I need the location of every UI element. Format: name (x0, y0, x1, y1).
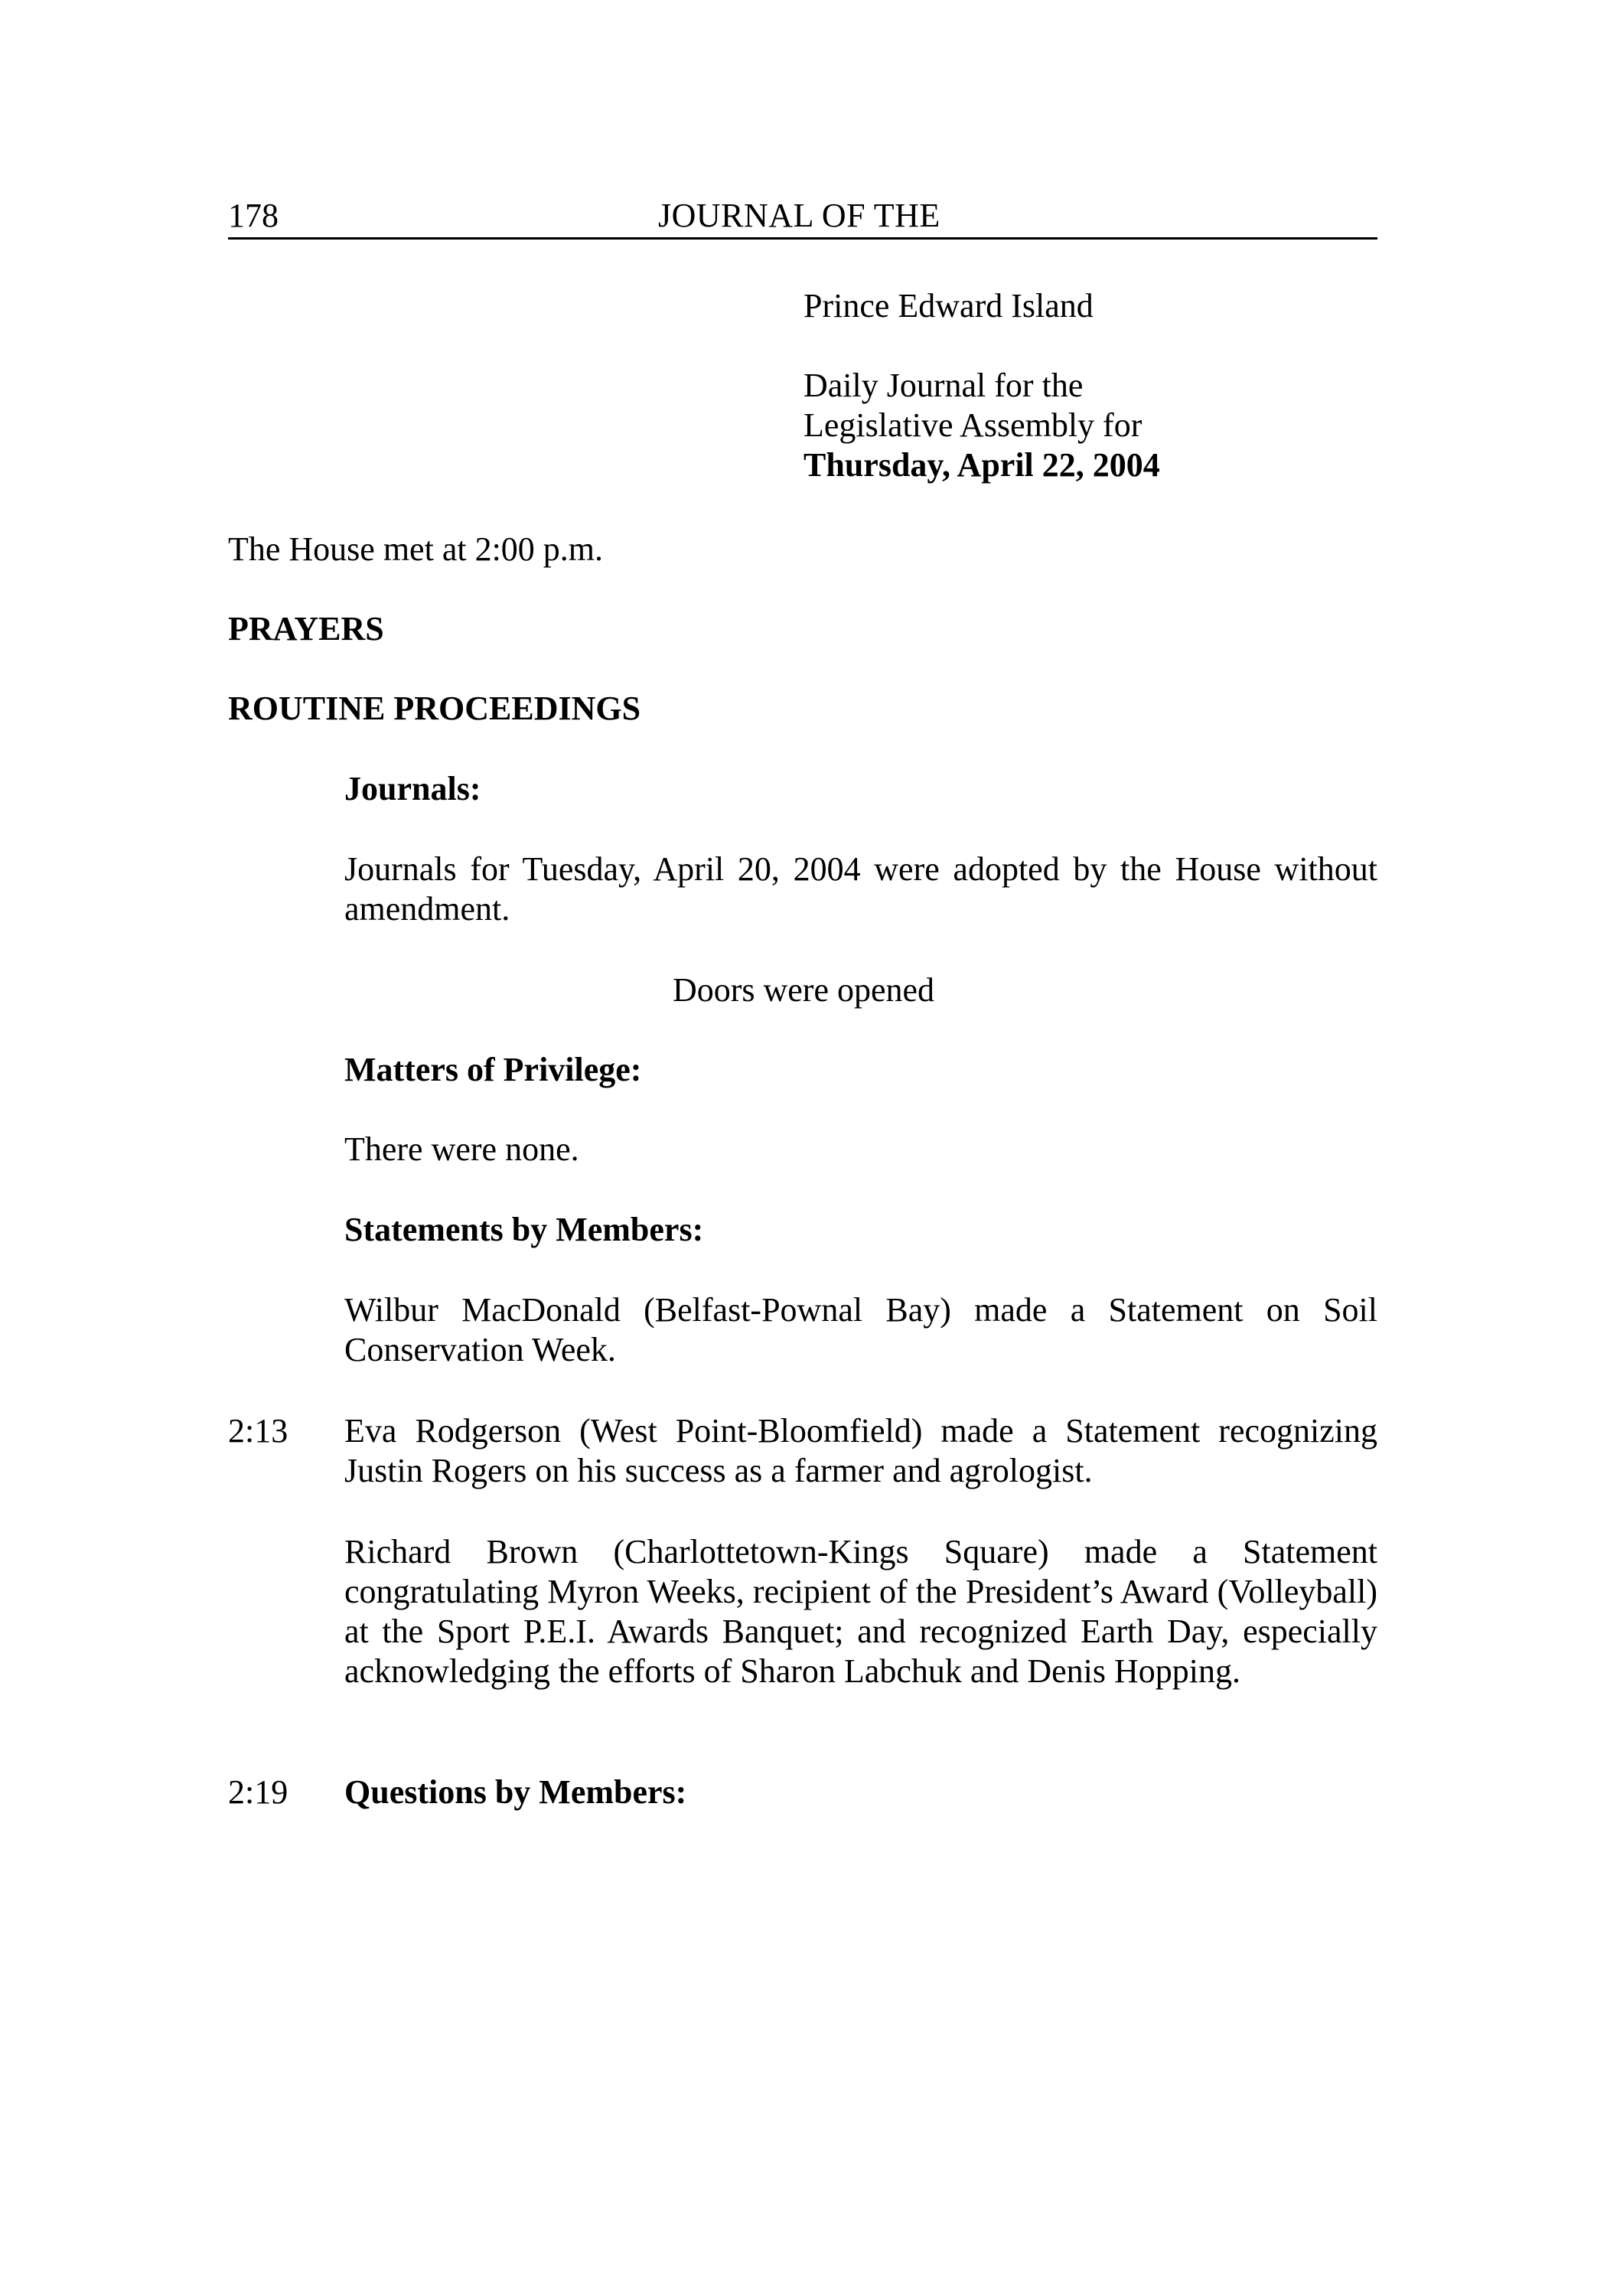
house-met-text: The House met at 2:00 p.m. (228, 530, 604, 568)
prayers-heading: PRAYERS (228, 610, 384, 647)
matters-of-privilege-text: There were none. (344, 1130, 579, 1168)
statement-item: Wilbur MacDonald (Belfast-Pownal Bay) made a Statement on Soil Conservation Week. (344, 1291, 1377, 1368)
statements-heading: Statements by Members: (344, 1211, 704, 1248)
questions-heading: Questions by Members: (344, 1773, 687, 1811)
journals-text: Journals for Tuesday, April 20, 2004 were adopted by the House without amendment. (344, 850, 1377, 928)
matters-of-privilege-heading: Matters of Privilege: (344, 1051, 642, 1088)
questions-time: 2:19 (228, 1773, 288, 1811)
statement-item: Richard Brown (Charlottetown-Kings Square) made a Statement congratulating Myron Weeks, recipient of the President’s Award (Volleyball) at the Sport P.E.I. Awards Banquet; and recognized Earth Day, especially acknowledging the efforts of Sharon Labchuk and Denis Hopping. (344, 1533, 1377, 1690)
province-name: Prince Edward Island (804, 287, 1094, 325)
journals-heading: Journals: (344, 770, 481, 807)
sitting-date: Thursday, April 22, 2004 (804, 446, 1160, 484)
header-rule (228, 237, 1377, 240)
journal-title-line-2: Legislative Assembly for (804, 406, 1143, 444)
page-number: 178 (228, 197, 279, 234)
routine-proceedings-heading: ROUTINE PROCEEDINGS (228, 690, 641, 727)
statement-item: Eva Rodgerson (West Point-Bloomfield) made a Statement recognizing Justin Rogers on his success as a farmer and agrologist. (344, 1412, 1377, 1489)
journal-title-line-1: Daily Journal for the (804, 367, 1084, 404)
statement-time: 2:13 (228, 1412, 288, 1450)
doors-opened-text: Doors were opened (672, 971, 935, 1009)
running-header-title: JOURNAL OF THE (658, 197, 940, 234)
